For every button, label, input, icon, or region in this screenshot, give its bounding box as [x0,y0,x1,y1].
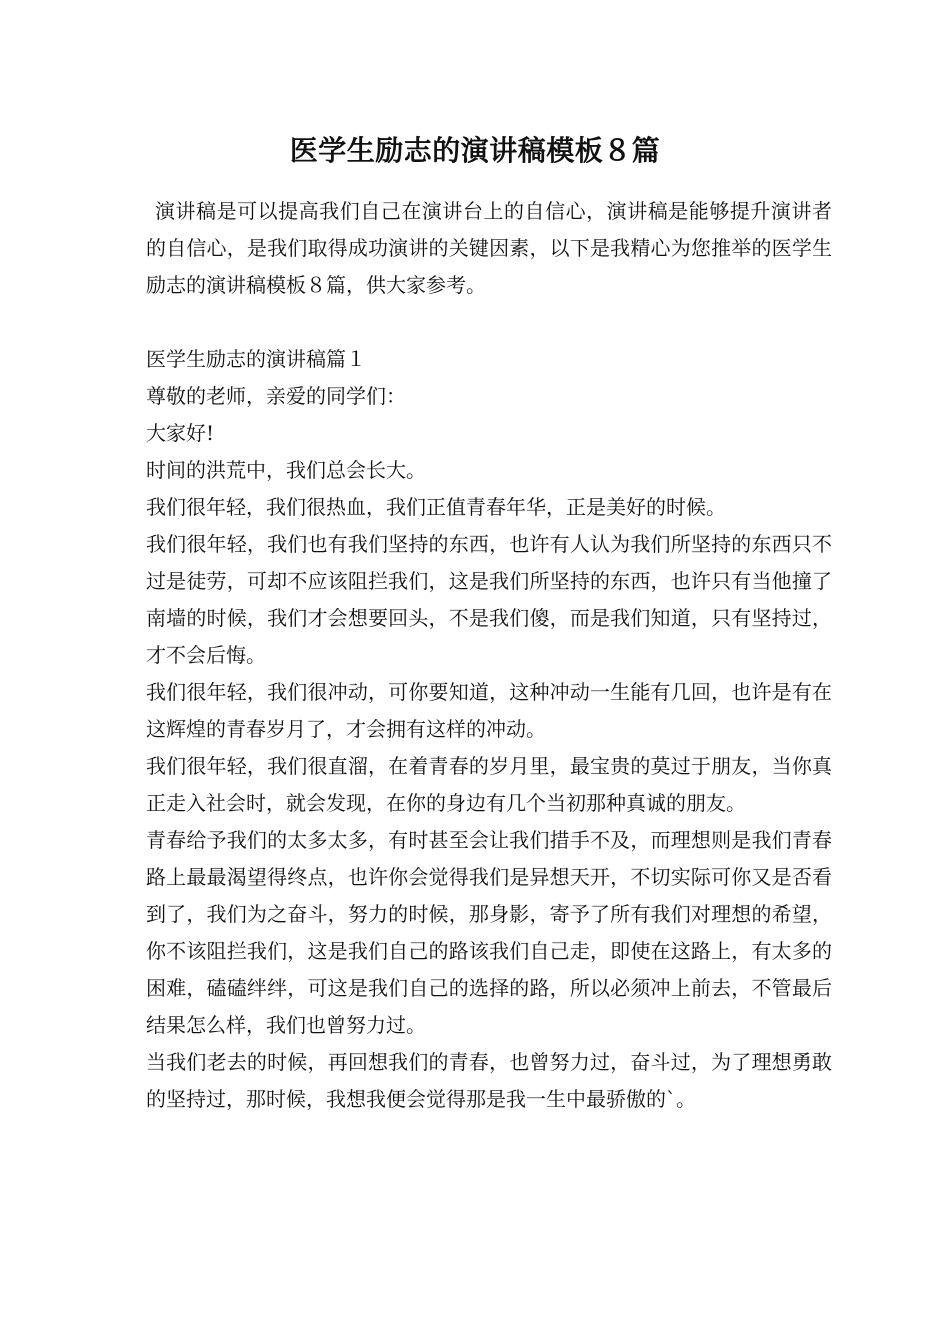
body-paragraph: 尊敬的老师，亲爱的同学们： [146,384,406,408]
paragraph-gap [146,304,832,341]
document-body [146,193,832,1118]
body-paragraph: 我们很年轻，我们很直溜，在着青春的岁月里，最宝贵的莫过于朋友，当你真正走入社会时，就会发现，在你的身边有几个当初那种真诚的朋友。 [146,754,832,815]
body-paragraph: 我们很年轻，我们很热血，我们正值青春年华，正是美好的时候。 [146,495,726,519]
body-paragraph: 当我们老去的时候，再回想我们的青春，也曾努力过，奋斗过，为了理想勇敢的坚持过，那时候，我想我便会觉得那是我一生中最骄傲的`。 [146,1050,832,1111]
body-paragraph: 我们很年轻，我们也有我们坚持的东西，也许有人认为我们所坚持的东西只不过是徒劳，可却不应该阻拦我们，这是我们所坚持的东西，也许只有当他撞了南墙的时候，我们才会想要回头，不是我们傻，而是我们知道，只有坚持过，才不会后悔。 [146,532,832,667]
document-title: 医学生励志的演讲稿模板８篇 [289,134,661,167]
body-paragraph: 我们很年轻，我们很冲动，可你要知道，这种冲动一生能有几回，也许是有在这辉煌的青春岁月了，才会拥有这样的冲动。 [146,680,832,741]
body-paragraph: 青春给予我们的太多太多，有时甚至会让我们措手不及，而理想则是我们青春路上最最渴望得终点，也许你会觉得我们是异想天开，不切实际可你又是否看到了，我们为之奋斗，努力的时候，那身影，寄予了所有我们对理想的希望，你不该阻拦我们，这是我们自己的路该我们自己走，即使在这路上，有太多的困难，磕磕绊绊，可这是我们自己的选择的路，所以必须冲上前去，不管最后结果怎么样，我们也曾努力过。 [146,828,832,1037]
body-paragraph: 大家好! [146,421,215,445]
body-paragraph: 时间的洪荒中，我们总会长大。 [146,458,426,482]
section-heading: 医学生励志的演讲稿篇１ [146,347,366,371]
intro-paragraph: 演讲稿是可以提高我们自己在演讲台上的自信心，演讲稿是能够提升演讲者的自信心，是我们取得成功演讲的关键因素，以下是我精心为您推举的医学生励志的演讲稿模板８篇，供大家参考。 [146,199,832,297]
